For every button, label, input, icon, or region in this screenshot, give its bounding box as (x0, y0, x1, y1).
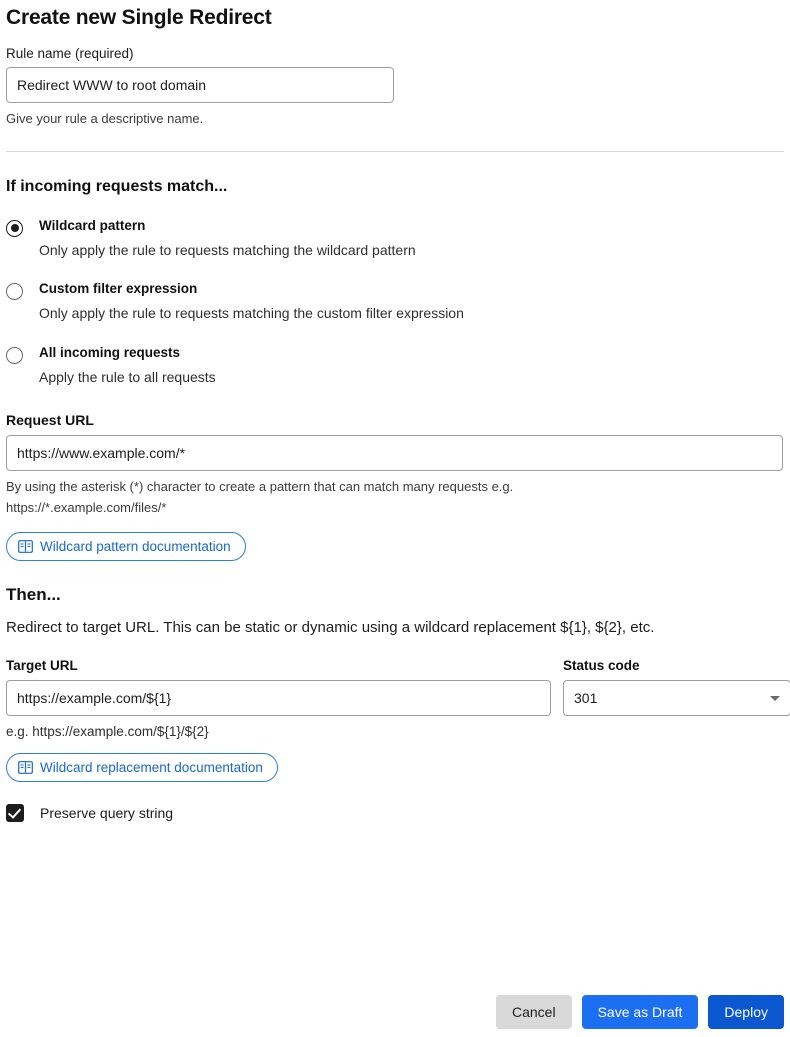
wildcard-replacement-documentation-label: Wildcard replacement documentation (40, 759, 263, 775)
deploy-button[interactable]: Deploy (708, 995, 784, 1029)
section-divider (6, 151, 784, 152)
radio-option-all-incoming-requests[interactable] (6, 345, 784, 386)
target-url-example: e.g. https://example.com/${1}/${2} (6, 723, 209, 739)
request-url-helper-line2: https://*.example.com/files/* (6, 499, 167, 515)
then-section-heading: Then... (6, 584, 61, 604)
request-url-label: Request URL (6, 411, 94, 428)
book-icon (18, 761, 33, 774)
wildcard-pattern-documentation-link[interactable] (6, 532, 246, 561)
radio-option-wildcard-pattern[interactable] (6, 218, 784, 259)
request-url-helper-line1: By using the asterisk (*) character to create a pattern that can match many requests e.g. (6, 478, 514, 494)
page-title: Create new Single Redirect (6, 6, 272, 29)
request-url-input[interactable] (6, 435, 783, 471)
radio-label-wildcard-pattern: Wildcard pattern (39, 217, 146, 233)
rule-name-helper: Give your rule a descriptive name. (6, 111, 204, 126)
target-url-input[interactable] (6, 680, 551, 716)
preserve-query-string-checkbox[interactable] (6, 804, 24, 822)
radio-desc-wildcard-pattern: Only apply the rule to requests matching the wildcard pattern (39, 242, 416, 259)
radio-icon-custom-filter-expression[interactable] (6, 283, 23, 300)
target-url-label: Target URL (6, 657, 78, 673)
status-code-label: Status code (563, 657, 640, 673)
target-and-status-row (6, 658, 784, 716)
redirect-form-page (0, 6, 790, 822)
radio-icon-all-incoming-requests[interactable] (6, 347, 23, 364)
wildcard-replacement-documentation-link[interactable] (6, 753, 278, 782)
wildcard-pattern-documentation-label: Wildcard pattern documentation (40, 538, 231, 554)
radio-label-all-incoming-requests: All incoming requests (39, 344, 181, 360)
radio-option-custom-filter-expression[interactable] (6, 281, 784, 322)
status-code-value: 301 (574, 689, 598, 706)
form-actions (496, 995, 784, 1029)
radio-desc-custom-filter-expression: Only apply the rule to requests matching the custom filter expression (39, 305, 464, 322)
match-mode-radio-group (6, 218, 784, 386)
book-icon (18, 540, 33, 553)
preserve-query-string-row[interactable] (6, 804, 784, 822)
rule-name-label: Rule name (required) (6, 46, 134, 61)
radio-icon-wildcard-pattern[interactable] (6, 220, 23, 237)
radio-desc-all-incoming-requests: Apply the rule to all requests (39, 368, 216, 385)
save-as-draft-button[interactable]: Save as Draft (582, 995, 699, 1029)
then-section-description: Redirect to target URL. This can be static or dynamic using a wildcard replacement ${1}, ${2}, etc. (6, 618, 655, 636)
rule-name-input[interactable] (6, 67, 394, 103)
radio-label-custom-filter-expression: Custom filter expression (39, 281, 198, 297)
cancel-button[interactable]: Cancel (496, 995, 572, 1029)
status-code-select[interactable] (563, 680, 790, 716)
preserve-query-string-label: Preserve query string (40, 804, 174, 821)
match-section-heading: If incoming requests match... (6, 177, 228, 195)
